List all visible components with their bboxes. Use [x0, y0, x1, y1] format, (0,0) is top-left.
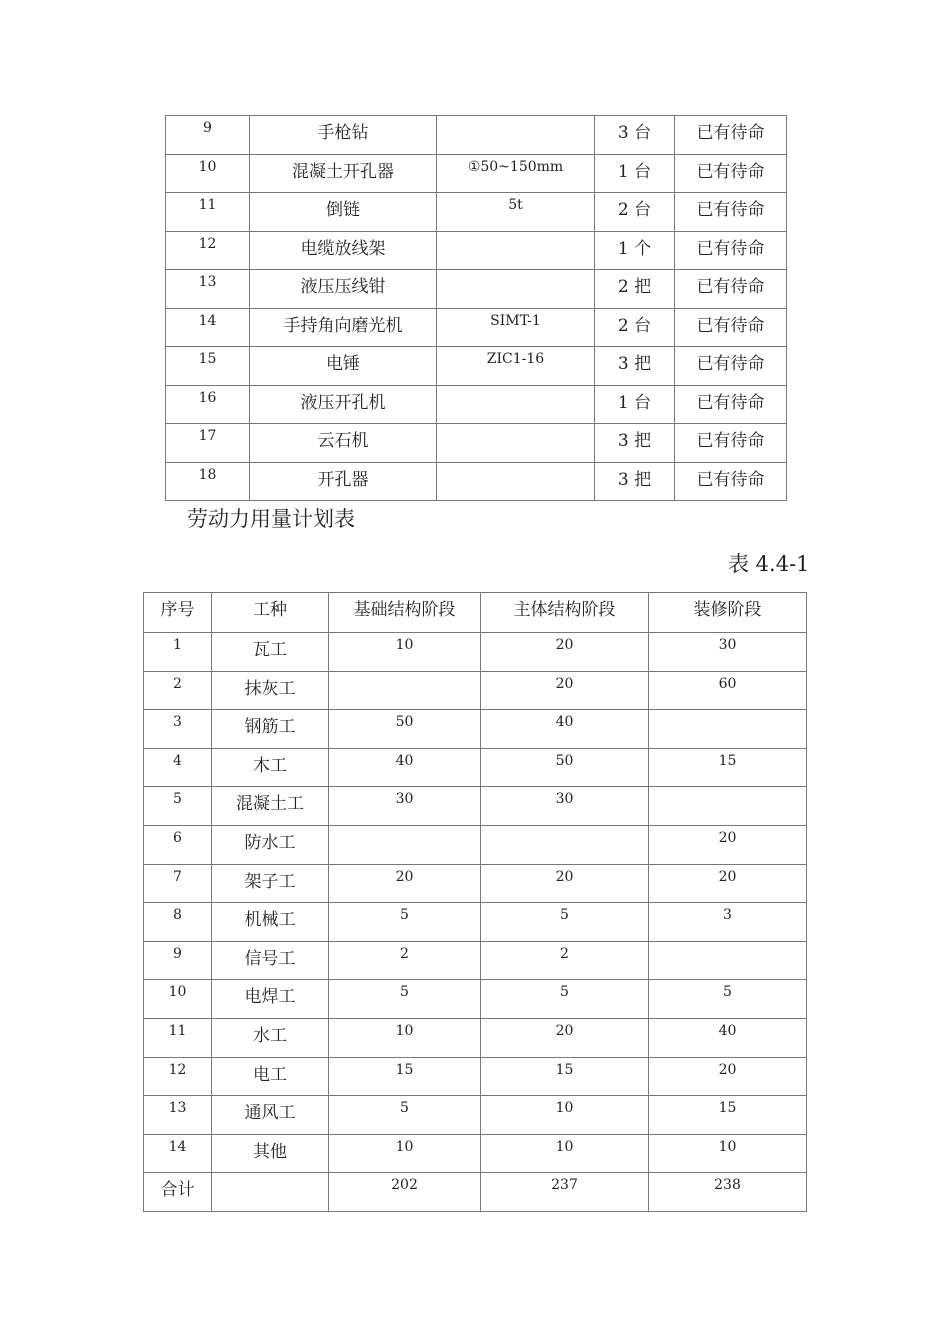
- equipment-qty-cell: 2 把: [595, 270, 675, 309]
- labor-no-cell: 4: [144, 748, 212, 787]
- equipment-spec-cell: ①50~150mm: [437, 154, 595, 193]
- labor-finishing-cell: [649, 941, 807, 980]
- labor-row: [144, 825, 807, 864]
- equipment-qty-cell: 1 台: [595, 154, 675, 193]
- labor-finishing-cell: 10: [649, 1134, 807, 1173]
- equipment-status-cell: 已有待命: [675, 424, 787, 463]
- labor-no-cell: 9: [144, 941, 212, 980]
- equipment-spec-cell: ZIC1-16: [437, 347, 595, 386]
- total-main-structure: 237: [481, 1173, 649, 1212]
- equipment-row: [166, 270, 787, 309]
- labor-finishing-cell: 30: [649, 633, 807, 672]
- equipment-name-cell: 云石机: [250, 424, 437, 463]
- labor-row: [144, 903, 807, 942]
- labor-finishing-cell: 5: [649, 980, 807, 1019]
- labor-foundation-cell: 20: [329, 864, 481, 903]
- labor-main-structure-cell: 15: [481, 1057, 649, 1096]
- equipment-status-cell: 已有待命: [675, 347, 787, 386]
- labor-trade-cell: 钢筋工: [212, 710, 329, 749]
- labor-finishing-cell: 60: [649, 671, 807, 710]
- labor-trade-cell: 抹灰工: [212, 671, 329, 710]
- labor-finishing-cell: [649, 710, 807, 749]
- labor-foundation-cell: 50: [329, 710, 481, 749]
- labor-main-structure-cell: 20: [481, 671, 649, 710]
- labor-trade-cell: 信号工: [212, 941, 329, 980]
- labor-foundation-cell: 30: [329, 787, 481, 826]
- labor-trade-cell: 木工: [212, 748, 329, 787]
- equipment-row: [166, 231, 787, 270]
- equipment-status-cell: 已有待命: [675, 116, 787, 155]
- labor-table-body: [144, 633, 807, 1173]
- equipment-qty-cell: 1 个: [595, 231, 675, 270]
- labor-no-cell: 12: [144, 1057, 212, 1096]
- labor-foundation-cell: 5: [329, 1096, 481, 1135]
- equipment-status-cell: 已有待命: [675, 270, 787, 309]
- table-number: 表 4.4-1: [728, 552, 810, 576]
- equipment-name-cell: 混凝土开孔器: [250, 154, 437, 193]
- equipment-table-body: [166, 116, 787, 501]
- labor-total-row: [144, 1173, 807, 1212]
- labor-header-row: [144, 593, 807, 633]
- labor-foundation-cell: [329, 825, 481, 864]
- equipment-status-cell: 已有待命: [675, 385, 787, 424]
- equipment-row: [166, 116, 787, 155]
- labor-foundation-cell: 5: [329, 980, 481, 1019]
- labor-main-structure-cell: 20: [481, 864, 649, 903]
- equipment-row: [166, 308, 787, 347]
- labor-finishing-cell: 20: [649, 825, 807, 864]
- labor-row: [144, 980, 807, 1019]
- labor-finishing-cell: 15: [649, 1096, 807, 1135]
- equipment-name-cell: 手持角向磨光机: [250, 308, 437, 347]
- labor-foundation-cell: 10: [329, 633, 481, 672]
- labor-row: [144, 748, 807, 787]
- equipment-status-cell: 已有待命: [675, 308, 787, 347]
- equipment-row: [166, 347, 787, 386]
- equipment-name-cell: 液压压线钳: [250, 270, 437, 309]
- labor-no-cell: 10: [144, 980, 212, 1019]
- equipment-qty-cell: 2 台: [595, 193, 675, 232]
- equipment-status-cell: 已有待命: [675, 193, 787, 232]
- labor-main-structure-cell: 50: [481, 748, 649, 787]
- labor-trade-cell: 架子工: [212, 864, 329, 903]
- equipment-no-cell: 14: [166, 308, 250, 347]
- labor-row: [144, 1018, 807, 1057]
- labor-finishing-cell: 40: [649, 1018, 807, 1057]
- labor-trade-cell: 其他: [212, 1134, 329, 1173]
- equipment-no-cell: 17: [166, 424, 250, 463]
- equipment-spec-cell: [437, 462, 595, 501]
- equipment-table: [165, 115, 787, 501]
- labor-no-cell: 5: [144, 787, 212, 826]
- labor-main-structure-cell: 20: [481, 633, 649, 672]
- header-no: 序号: [144, 593, 212, 633]
- equipment-spec-cell: [437, 270, 595, 309]
- labor-main-structure-cell: 5: [481, 980, 649, 1019]
- labor-trade-cell: 瓦工: [212, 633, 329, 672]
- labor-trade-cell: 混凝土工: [212, 787, 329, 826]
- labor-row: [144, 864, 807, 903]
- equipment-row: [166, 424, 787, 463]
- equipment-name-cell: 电缆放线架: [250, 231, 437, 270]
- equipment-qty-cell: 3 台: [595, 116, 675, 155]
- equipment-spec-cell: [437, 385, 595, 424]
- labor-row: [144, 710, 807, 749]
- equipment-qty-cell: 1 台: [595, 385, 675, 424]
- labor-foundation-cell: 15: [329, 1057, 481, 1096]
- labor-row: [144, 787, 807, 826]
- labor-row: [144, 941, 807, 980]
- equipment-name-cell: 液压开孔机: [250, 385, 437, 424]
- labor-main-structure-cell: 5: [481, 903, 649, 942]
- total-trade: [212, 1173, 329, 1212]
- labor-foundation-cell: [329, 671, 481, 710]
- labor-foundation-cell: 40: [329, 748, 481, 787]
- equipment-no-cell: 16: [166, 385, 250, 424]
- labor-trade-cell: 电焊工: [212, 980, 329, 1019]
- total-finishing: 238: [649, 1173, 807, 1212]
- labor-no-cell: 13: [144, 1096, 212, 1135]
- equipment-no-cell: 11: [166, 193, 250, 232]
- labor-trade-cell: 水工: [212, 1018, 329, 1057]
- labor-finishing-cell: 3: [649, 903, 807, 942]
- header-trade: 工种: [212, 593, 329, 633]
- labor-row: [144, 671, 807, 710]
- equipment-spec-cell: SIMT-1: [437, 308, 595, 347]
- equipment-no-cell: 15: [166, 347, 250, 386]
- equipment-no-cell: 12: [166, 231, 250, 270]
- labor-trade-cell: 电工: [212, 1057, 329, 1096]
- equipment-status-cell: 已有待命: [675, 231, 787, 270]
- equipment-row: [166, 462, 787, 501]
- labor-finishing-cell: 15: [649, 748, 807, 787]
- header-finishing-stage: 装修阶段: [649, 593, 807, 633]
- equipment-row: [166, 154, 787, 193]
- header-main-structure-stage: 主体结构阶段: [481, 593, 649, 633]
- labor-main-structure-cell: [481, 825, 649, 864]
- labor-no-cell: 6: [144, 825, 212, 864]
- labor-plan-table: [143, 592, 807, 1212]
- labor-finishing-cell: 20: [649, 864, 807, 903]
- equipment-spec-cell: [437, 116, 595, 155]
- labor-trade-cell: 通风工: [212, 1096, 329, 1135]
- header-foundation-stage: 基础结构阶段: [329, 593, 481, 633]
- total-foundation: 202: [329, 1173, 481, 1212]
- labor-foundation-cell: 10: [329, 1134, 481, 1173]
- equipment-name-cell: 开孔器: [250, 462, 437, 501]
- labor-main-structure-cell: 40: [481, 710, 649, 749]
- equipment-row: [166, 193, 787, 232]
- equipment-name-cell: 手枪钻: [250, 116, 437, 155]
- labor-row: [144, 1134, 807, 1173]
- labor-finishing-cell: 20: [649, 1057, 807, 1096]
- equipment-no-cell: 10: [166, 154, 250, 193]
- equipment-no-cell: 9: [166, 116, 250, 155]
- labor-plan-title: 劳动力用量计划表: [187, 507, 355, 531]
- labor-main-structure-cell: 30: [481, 787, 649, 826]
- labor-no-cell: 1: [144, 633, 212, 672]
- equipment-spec-cell: [437, 231, 595, 270]
- labor-no-cell: 2: [144, 671, 212, 710]
- equipment-status-cell: 已有待命: [675, 154, 787, 193]
- labor-no-cell: 3: [144, 710, 212, 749]
- labor-trade-cell: 防水工: [212, 825, 329, 864]
- equipment-name-cell: 倒链: [250, 193, 437, 232]
- labor-main-structure-cell: 20: [481, 1018, 649, 1057]
- equipment-status-cell: 已有待命: [675, 462, 787, 501]
- labor-foundation-cell: 5: [329, 903, 481, 942]
- equipment-spec-cell: [437, 424, 595, 463]
- labor-row: [144, 1057, 807, 1096]
- equipment-spec-cell: 5t: [437, 193, 595, 232]
- labor-foundation-cell: 10: [329, 1018, 481, 1057]
- equipment-row: [166, 385, 787, 424]
- equipment-qty-cell: 3 把: [595, 462, 675, 501]
- labor-row: [144, 633, 807, 672]
- equipment-qty-cell: 2 台: [595, 308, 675, 347]
- labor-no-cell: 11: [144, 1018, 212, 1057]
- equipment-no-cell: 18: [166, 462, 250, 501]
- equipment-qty-cell: 3 把: [595, 347, 675, 386]
- labor-foundation-cell: 2: [329, 941, 481, 980]
- equipment-no-cell: 13: [166, 270, 250, 309]
- total-label: 合计: [144, 1173, 212, 1212]
- labor-no-cell: 14: [144, 1134, 212, 1173]
- equipment-qty-cell: 3 把: [595, 424, 675, 463]
- labor-finishing-cell: [649, 787, 807, 826]
- labor-main-structure-cell: 2: [481, 941, 649, 980]
- labor-row: [144, 1096, 807, 1135]
- labor-trade-cell: 机械工: [212, 903, 329, 942]
- equipment-name-cell: 电锤: [250, 347, 437, 386]
- labor-no-cell: 8: [144, 903, 212, 942]
- labor-main-structure-cell: 10: [481, 1096, 649, 1135]
- labor-no-cell: 7: [144, 864, 212, 903]
- labor-main-structure-cell: 10: [481, 1134, 649, 1173]
